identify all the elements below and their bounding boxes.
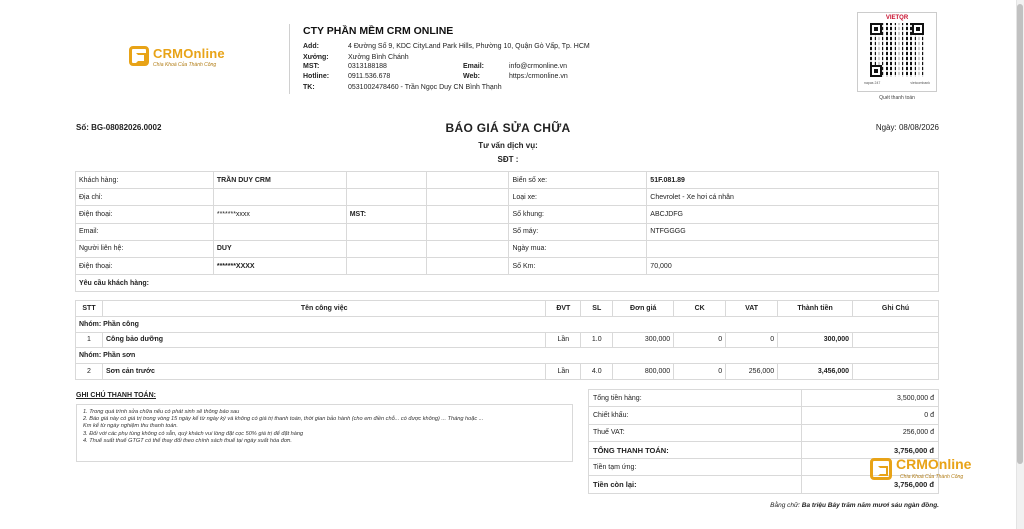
tk-label: TK: [303, 84, 315, 91]
document-title: BÁO GIÁ SỬA CHỮA [445, 121, 571, 135]
watermark-mark-icon [870, 458, 892, 480]
web-label: Web: [463, 73, 480, 80]
hotline-label: Hotline: [303, 73, 330, 80]
payment-notes-title: GHI CHÚ THANH TOÁN: [76, 392, 156, 399]
note-line: 2. Báo giá này có giá trị trong vòng 15 ngày kể từ ngày ký và không có giá trị thanh toán, thời gian bảo hành (cho em điền chỗ... có được không) ... Tháng hoặc ... [83, 416, 484, 423]
customer-request-label: Yêu cầu khách hàng: [76, 275, 939, 292]
grand-total-row: TỔNG THANH TOÁN: 3,756,000 đ [589, 441, 939, 458]
mst-label: MST: [303, 63, 320, 70]
qr-finder-icon [870, 23, 882, 35]
email-label: Email: [463, 63, 485, 70]
table-row: Khách hàng: TRẦN DUY CRM Biển số xe: 51F.081.89 [76, 172, 939, 189]
jobs-table [75, 300, 939, 380]
company-email [463, 63, 567, 70]
note-line: 1. Trong quá trình sửa chữa nếu có phát sinh sẽ thông báo sau [83, 409, 240, 415]
total-row: Tiền tạm ứng: [589, 459, 939, 476]
note-line: 4. Thuế suất thuế GTGT có thể thay đổi theo chính sách thuế tại ngày xuất hóa đơn. [83, 437, 292, 444]
service-advisor: Tư vấn dịch vụ: [478, 141, 538, 150]
company-logo [129, 46, 229, 72]
watermark-tagline: Chìa Khoá Của Thành Công [900, 474, 964, 480]
web-value: https:/crmonline.vn [509, 73, 568, 80]
watermark-name: CRMOnline [896, 456, 972, 472]
qr-footer [864, 81, 930, 87]
group-row: Nhóm: Phần sơn [76, 348, 939, 364]
header-divider [289, 24, 290, 94]
logo-name: CRMOnline [153, 46, 225, 61]
remaining-row: Tiền còn lại: 3,756,000 đ [589, 476, 939, 493]
bank-label: vietcombank [910, 81, 930, 85]
watermark-logo [870, 456, 990, 486]
napas-label: napas 247 [864, 81, 881, 85]
company-hotline [303, 73, 390, 80]
table-row: Điện thoại: *******XXXX Số Km: 70,000 [76, 257, 939, 274]
payment-notes-box [76, 404, 573, 462]
amount-in-words [560, 502, 939, 509]
amount-in-words-label: Bằng chữ: [770, 502, 800, 509]
table-row: Điện thoại: *******xxxx MST: Số khung: ABCJDFG [76, 206, 939, 223]
qr-finder-icon [870, 65, 882, 77]
note-line: Km kể từ ngày nghiệm thu thanh toán. [83, 423, 178, 430]
logo-mark-icon [129, 46, 149, 66]
total-row: Tổng tiền hàng: 3,500,000 đ [589, 390, 939, 407]
tk-value: 0531002478460 - Trần Ngọc Duy CN Bình Thạnh [348, 84, 502, 91]
table-row: Địa chỉ: Loại xe: Chevrolet - Xe hơi cá nhân [76, 189, 939, 206]
total-row: Chiết khấu: 0 đ [589, 407, 939, 424]
company-workshop [303, 54, 409, 61]
total-row: Thuế VAT: 256,000 đ [589, 424, 939, 441]
advisor-phone: SĐT : [497, 155, 519, 164]
amount-in-words-value: Ba triệu Bảy trăm năm mươi sáu ngàn đồng. [801, 502, 939, 509]
mst-value: 0313188188 [348, 63, 387, 70]
company-bank-account [303, 84, 502, 91]
scrollbar-thumb[interactable] [1017, 4, 1023, 464]
address-label: Add: [303, 43, 319, 50]
table-row: Email: Số máy: NTFGGGG [76, 223, 939, 240]
quote-date: Ngày: 08/08/2026 [875, 123, 939, 132]
table-row: Người liên hệ: DUY Ngày mua: [76, 240, 939, 257]
address-value: 4 Đường Số 9, KDC CityLand Park Hills, Phường 10, Quận Gò Vấp, Tp. HCM [348, 43, 590, 50]
workshop-value: Xưởng Bình Chánh [348, 54, 409, 61]
note-line: 3. Đối với các phụ tùng không có sẵn, quý khách vui lòng đặt cọc 50% giá trị để đặt hàng [83, 430, 304, 437]
payment-qr [857, 12, 937, 92]
quote-number: Số: BG-08082026.0002 [76, 123, 162, 132]
qr-finder-icon [912, 23, 924, 35]
workshop-label: Xưởng: [303, 54, 329, 61]
qr-caption: Quét thanh toán [879, 95, 915, 101]
vietqr-brand: VIETQR [885, 15, 909, 21]
company-name: CTY PHẦN MỀM CRM ONLINE [303, 25, 454, 37]
company-web [463, 73, 568, 80]
table-header-row: STT Tên công việc ĐVT SL Đơn giá CK VAT Thành tiền Ghi Chú [76, 301, 939, 317]
logo-tagline: Chìa Khoá Của Thành Công [153, 62, 217, 68]
company-tax-id [303, 63, 387, 70]
group-row: Nhóm: Phần công [76, 316, 939, 332]
table-row [76, 275, 939, 292]
table-row: 1 Công bảo dưỡng Lần 1.0 300,000 0 0 300,000 [76, 332, 939, 348]
hotline-value: 0911.536.678 [348, 73, 391, 80]
email-value: info@crmonline.vn [509, 63, 568, 70]
company-address [303, 43, 590, 50]
customer-vehicle-table [75, 171, 939, 292]
table-row: 2 Sơn cản trước Lần 4.0 800,000 0 256,000 3,456,000 [76, 364, 939, 380]
